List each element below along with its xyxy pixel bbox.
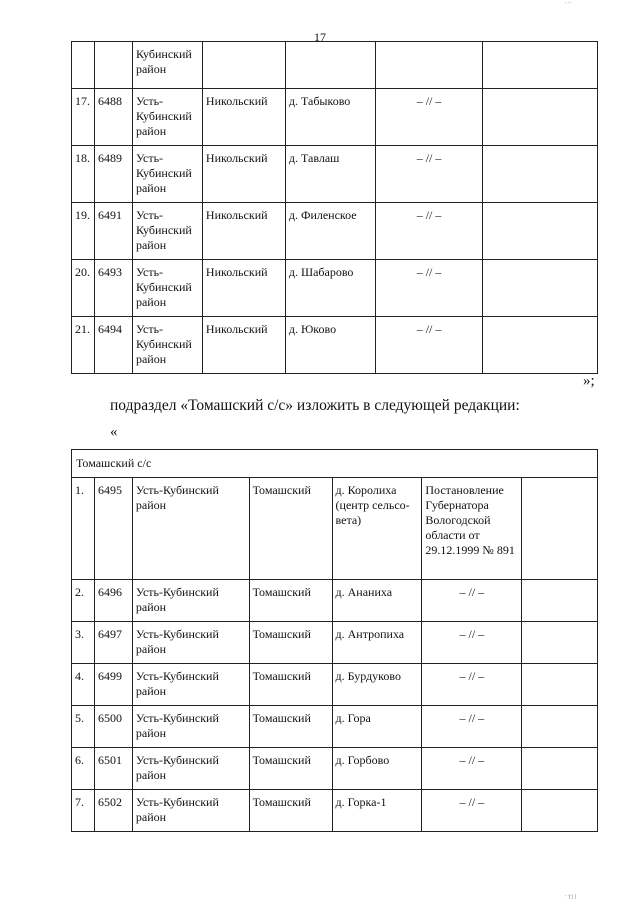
cell-doc: – // – bbox=[422, 664, 522, 706]
table-row bbox=[72, 260, 598, 317]
table-row bbox=[72, 317, 598, 374]
cell-extra bbox=[522, 664, 598, 706]
settlements-table-continued bbox=[71, 41, 598, 374]
instruction-text: подраздел «Томашский с/с» изложить в следующей редакции: bbox=[110, 397, 520, 414]
cell-council: Никольский bbox=[202, 146, 285, 203]
cell-code: 6489 bbox=[94, 146, 132, 203]
cell-settlement: д. Антропиха bbox=[332, 622, 422, 664]
page-number: 17 bbox=[314, 30, 326, 44]
cell-num bbox=[72, 42, 95, 89]
cell-council: Никольский bbox=[202, 260, 285, 317]
cell-council bbox=[202, 42, 285, 89]
table-row bbox=[72, 203, 598, 260]
cell-district: Усть-Кубинский район bbox=[132, 478, 249, 580]
cell-code: 6494 bbox=[94, 317, 132, 374]
cell-extra bbox=[522, 622, 598, 664]
cell-extra bbox=[483, 260, 598, 317]
cell-doc: – // – bbox=[422, 622, 522, 664]
cell-extra bbox=[483, 89, 598, 146]
cell-code: 6493 bbox=[94, 260, 132, 317]
cell-extra bbox=[483, 146, 598, 203]
cell-extra bbox=[522, 706, 598, 748]
cell-district: Кубинский район bbox=[132, 42, 202, 89]
table-row bbox=[72, 146, 598, 203]
table-row bbox=[72, 664, 598, 706]
cell-extra bbox=[522, 580, 598, 622]
cell-num: 18. bbox=[72, 146, 95, 203]
cell-extra bbox=[483, 317, 598, 374]
table-row bbox=[72, 89, 598, 146]
cell-num: 5. bbox=[72, 706, 95, 748]
cell-council: Томашский bbox=[249, 748, 332, 790]
table-row bbox=[72, 748, 598, 790]
cell-code: 6495 bbox=[94, 478, 132, 580]
section-title-row bbox=[72, 450, 598, 478]
corner-mark-bottom: ' 'l'l l bbox=[565, 895, 577, 901]
cell-extra bbox=[483, 203, 598, 260]
opening-quote: « bbox=[110, 424, 118, 440]
cell-code: 6496 bbox=[94, 580, 132, 622]
cell-extra bbox=[483, 42, 598, 89]
cell-settlement: д. Гора bbox=[332, 706, 422, 748]
cell-settlement: д. Горбово bbox=[332, 748, 422, 790]
cell-num: 17. bbox=[72, 89, 95, 146]
cell-district: Усть-Кубинский район bbox=[132, 146, 202, 203]
cell-num: 19. bbox=[72, 203, 95, 260]
cell-settlement: д. Юково bbox=[285, 317, 375, 374]
table-row bbox=[72, 706, 598, 748]
cell-doc: – // – bbox=[375, 317, 483, 374]
cell-doc: – // – bbox=[422, 748, 522, 790]
cell-settlement: д. Тавлаш bbox=[285, 146, 375, 203]
cell-code: 6499 bbox=[94, 664, 132, 706]
table-row bbox=[72, 580, 598, 622]
cell-doc: – // – bbox=[375, 260, 483, 317]
cell-settlement: д. Филенское bbox=[285, 203, 375, 260]
cell-num: 2. bbox=[72, 580, 95, 622]
cell-code: 6491 bbox=[94, 203, 132, 260]
cell-code: 6488 bbox=[94, 89, 132, 146]
tomashsky-table bbox=[71, 449, 598, 832]
cell-settlement: д. Горка-1 bbox=[332, 790, 422, 832]
cell-extra bbox=[522, 790, 598, 832]
cell-settlement: д. Королиха (центр сельсо-вета) bbox=[332, 478, 422, 580]
cell-settlement: д. Бурдуково bbox=[332, 664, 422, 706]
cell-district: Усть-Кубинский район bbox=[132, 580, 249, 622]
cell-code: 6500 bbox=[94, 706, 132, 748]
cell-district: Усть-Кубинский район bbox=[132, 748, 249, 790]
section-title: Томашский с/с bbox=[72, 450, 598, 478]
cell-district: Усть-Кубинский район bbox=[132, 706, 249, 748]
cell-district: Усть-Кубинский район bbox=[132, 664, 249, 706]
cell-district: Усть-Кубинский район bbox=[132, 89, 202, 146]
cell-council: Томашский bbox=[249, 622, 332, 664]
cell-num: 21. bbox=[72, 317, 95, 374]
cell-doc: – // – bbox=[375, 203, 483, 260]
cell-district: Усть-Кубинский район bbox=[132, 203, 202, 260]
cell-doc: – // – bbox=[375, 146, 483, 203]
cell-district: Усть-Кубинский район bbox=[132, 790, 249, 832]
cell-num: 4. bbox=[72, 664, 95, 706]
cell-doc: – // – bbox=[422, 790, 522, 832]
cell-settlement: д. Шабарово bbox=[285, 260, 375, 317]
cell-settlement: д. Ананиха bbox=[332, 580, 422, 622]
cell-council: Никольский bbox=[202, 203, 285, 260]
cell-num: 20. bbox=[72, 260, 95, 317]
cell-district: Усть-Кубинский район bbox=[132, 317, 202, 374]
cell-settlement bbox=[285, 42, 375, 89]
cell-doc: – // – bbox=[375, 89, 483, 146]
cell-council: Никольский bbox=[202, 317, 285, 374]
cell-council: Томашский bbox=[249, 664, 332, 706]
cell-code: 6502 bbox=[94, 790, 132, 832]
cell-district: Усть-Кубинский район bbox=[132, 622, 249, 664]
cell-settlement: д. Табыково bbox=[285, 89, 375, 146]
table-row bbox=[72, 790, 598, 832]
cell-doc: Постановление Губернатора Вологодской области от 29.12.1999 № 891 bbox=[422, 478, 522, 580]
cell-num: 7. bbox=[72, 790, 95, 832]
cell-extra bbox=[522, 478, 598, 580]
table-row bbox=[72, 622, 598, 664]
cell-doc: – // – bbox=[422, 706, 522, 748]
cell-extra bbox=[522, 748, 598, 790]
cell-district: Усть-Кубинский район bbox=[132, 260, 202, 317]
cell-council: Томашский bbox=[249, 706, 332, 748]
cell-code: 6497 bbox=[94, 622, 132, 664]
cell-num: 1. bbox=[72, 478, 95, 580]
cell-doc: – // – bbox=[422, 580, 522, 622]
cell-council: Томашский bbox=[249, 478, 332, 580]
cell-num: 6. bbox=[72, 748, 95, 790]
closing-quote: »; bbox=[583, 373, 595, 389]
cell-num: 3. bbox=[72, 622, 95, 664]
corner-mark-top: ' ' ' bbox=[565, 2, 572, 8]
table-row bbox=[72, 42, 598, 89]
cell-council: Томашский bbox=[249, 580, 332, 622]
cell-doc bbox=[375, 42, 483, 89]
cell-council: Томашский bbox=[249, 790, 332, 832]
cell-council: Никольский bbox=[202, 89, 285, 146]
cell-code bbox=[94, 42, 132, 89]
cell-code: 6501 bbox=[94, 748, 132, 790]
table-row bbox=[72, 478, 598, 580]
